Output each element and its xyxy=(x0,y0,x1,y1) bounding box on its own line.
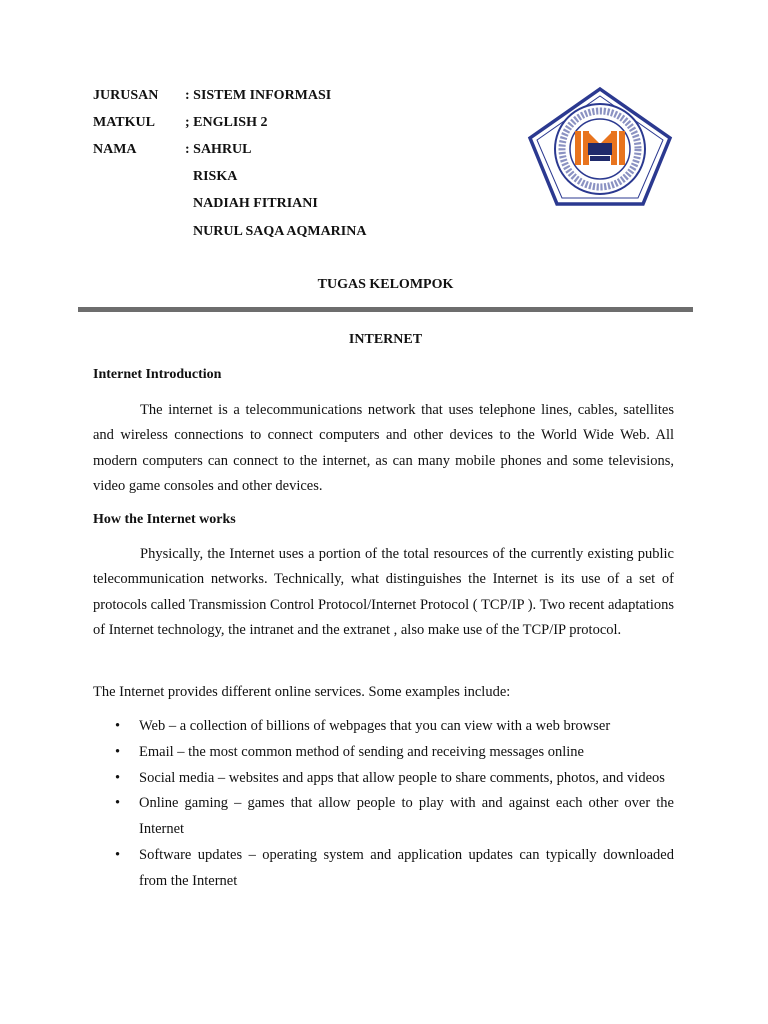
member-name: NURUL SAQA AQMARINA xyxy=(193,224,367,239)
list-item-text: Web – a collection of billions of webpages that you can view with a web browser xyxy=(139,718,611,734)
paragraph-text: Physically, the Internet uses a portion of the total resources of the currently existing public telecommunication networks. Technically, what distinguishes the Internet is its use of a set of protocols called Transmission Control Protocol/Internet Protocol ( TCP/IP ). Two recent adaptations of Internet technology, the intranet and the extranet , also make use of the TCP/IP protocol. xyxy=(93,546,674,638)
header-row-matkul xyxy=(93,113,267,133)
member-name: NADIAH FITRIANI xyxy=(193,196,318,211)
doc-type: TUGAS KELOMPOK xyxy=(317,277,454,292)
section-heading: Internet Introduction xyxy=(93,367,222,382)
section-heading: How the Internet works xyxy=(93,512,236,527)
header-value: ; ENGLISH 2 xyxy=(185,115,268,130)
section-paragraph xyxy=(93,542,674,643)
bullet-icon: • xyxy=(115,718,121,734)
header-key: JURUSAN xyxy=(93,88,159,103)
institution-logo xyxy=(526,86,674,208)
page-title: INTERNET xyxy=(348,332,423,347)
bullet-icon: • xyxy=(115,743,121,760)
list-item-text: Social media – websites and apps that allow people to share comments, photos, and videos xyxy=(139,769,665,786)
list-item-text: Online gaming – games that allow people to play with and against each other over the Internet xyxy=(139,795,674,838)
bullet-icon: • xyxy=(115,795,121,812)
services-list xyxy=(93,714,674,895)
list-item xyxy=(93,843,674,895)
header-value: : SAHRUL xyxy=(185,142,252,157)
services-intro: The Internet provides different online services. Some examples include: xyxy=(93,684,511,700)
header-key: NAMA xyxy=(93,142,137,157)
divider xyxy=(78,307,693,312)
member-name: RISKA xyxy=(193,169,238,184)
list-item-text: Software updates – operating system and application updates can typically downloaded from the Internet xyxy=(139,846,674,889)
list-item xyxy=(93,740,674,766)
header-row-nama xyxy=(93,140,252,160)
paragraph-text: The internet is a telecommunications network that uses telephone lines, cables, satellites and wireless connections to connect computers and other devices to the World Wide Web. All modern computers can connect to the internet, as can many mobile phones and some televisions, video game consoles and other devices. xyxy=(93,402,674,494)
list-item-text: Email – the most common method of sending and receiving messages online xyxy=(139,743,584,760)
header-row-jurusan xyxy=(93,86,331,106)
list-item xyxy=(93,791,674,843)
list-item xyxy=(93,766,674,792)
bullet-icon: • xyxy=(115,846,121,863)
header-key: MATKUL xyxy=(93,115,155,130)
bullet-icon: • xyxy=(115,769,121,786)
header-value: : SISTEM INFORMASI xyxy=(185,88,332,103)
list-item xyxy=(93,714,674,740)
section-paragraph xyxy=(93,398,674,499)
